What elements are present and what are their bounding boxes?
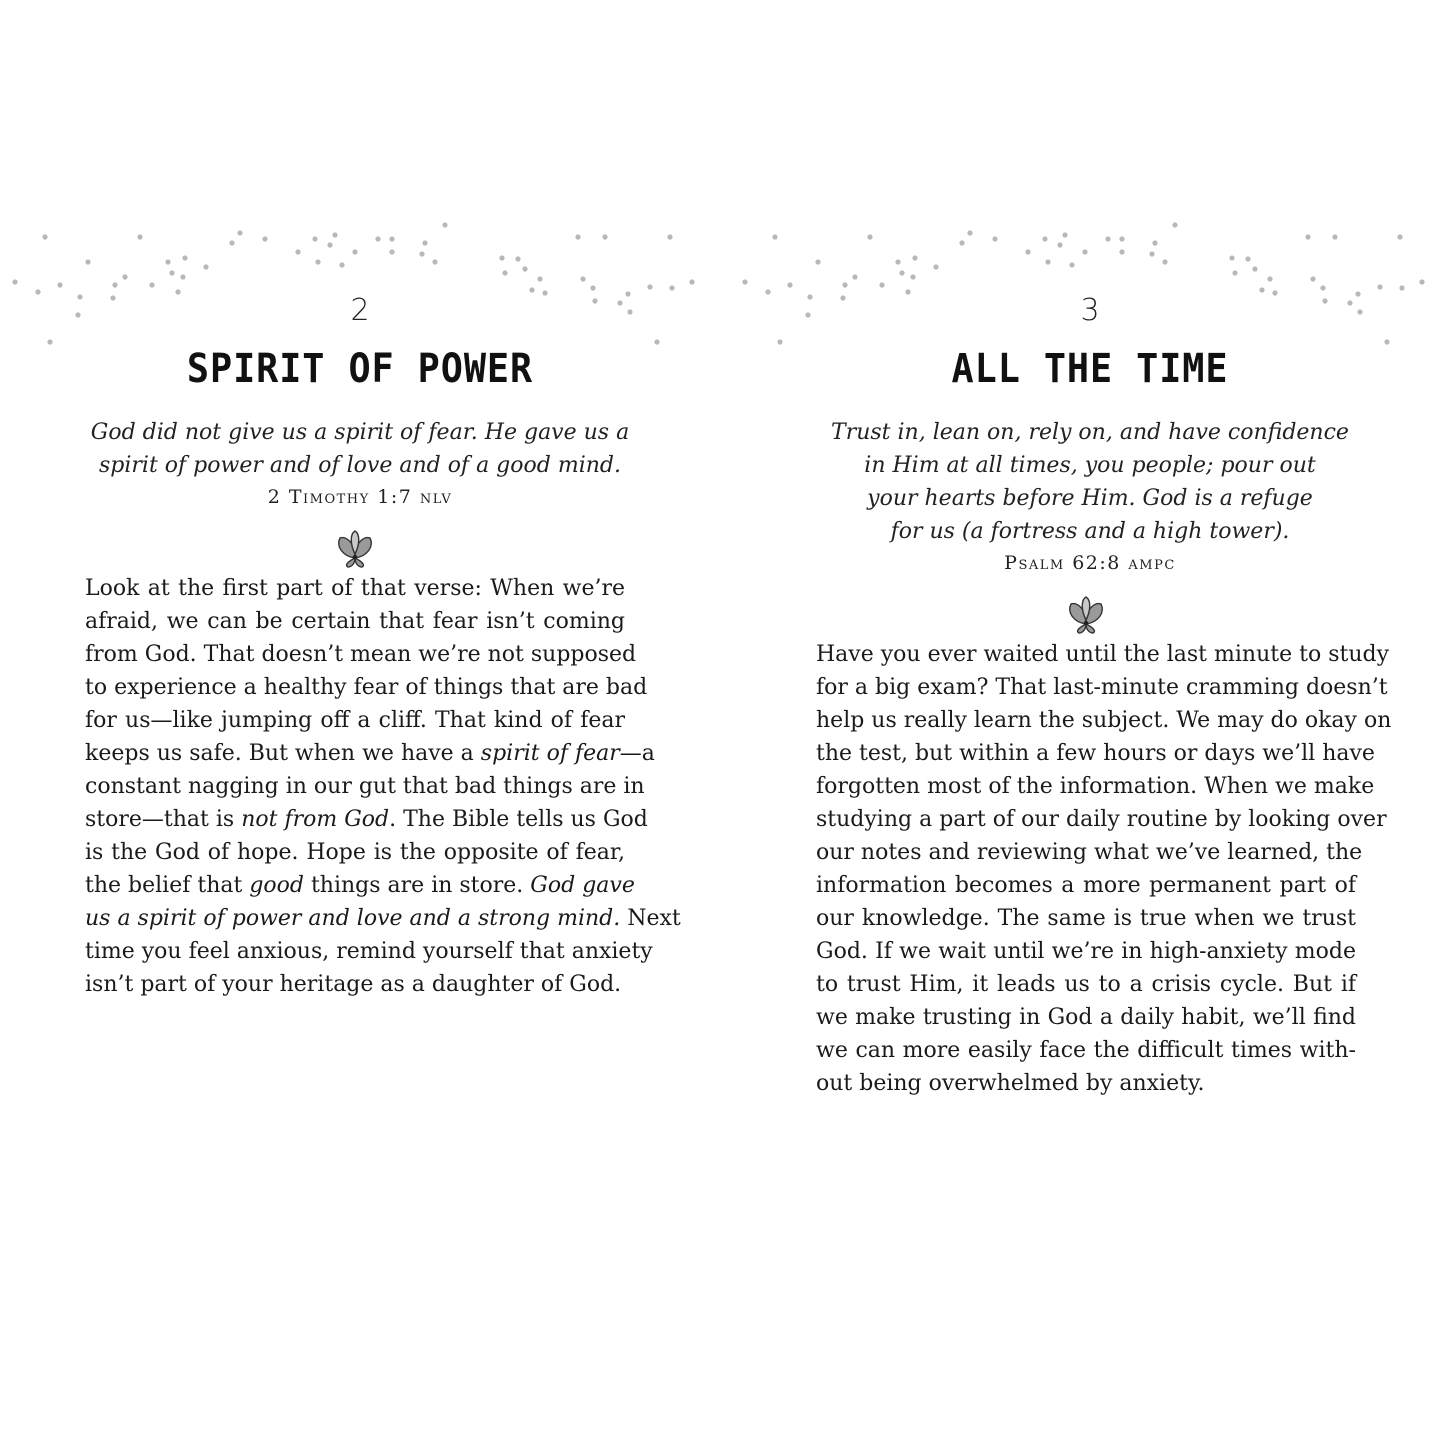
verse-line: God did not give us a spirit of fear. He gave us a xyxy=(90,420,630,445)
body-line: to trust Him, it leads us to a crisis cycle. But if xyxy=(816,972,1356,997)
body-line: isn’t part of your heritage as a daughter of God. xyxy=(85,972,622,997)
body-emphasis: us a spirit of power and love and a strong mind. xyxy=(85,906,621,931)
chapter-number: 3 xyxy=(1080,293,1100,328)
body-line: to experience a healthy fear of things that are bad xyxy=(85,675,648,700)
chapter-title: SPIRIT OF POWER xyxy=(186,346,534,392)
body-line xyxy=(85,803,648,836)
chapter-number: 2 xyxy=(350,293,370,328)
body-line: our notes and reviewing what we’ve learned, the xyxy=(816,840,1363,865)
body-text: things are in store. xyxy=(303,873,531,898)
scripture-reference: 2 Timothy 1:7 nlv xyxy=(267,486,453,508)
body-line: Look at the first part of that verse: When we’re xyxy=(85,576,625,601)
body-line: out being overwhelmed by anxiety. xyxy=(816,1071,1205,1096)
body-emphasis: God gave xyxy=(530,873,635,898)
body-line: we make trusting in God a daily habit, we’ll find xyxy=(816,1005,1356,1030)
flower-icon xyxy=(332,528,378,568)
body-text: store—that is xyxy=(85,807,242,832)
body-line: we can more easily face the difficult times with- xyxy=(816,1038,1356,1063)
dot-pattern-decoration xyxy=(730,215,1440,355)
body-text: —a xyxy=(619,741,655,766)
body-line: forgotten most of the information. When we make xyxy=(816,774,1375,799)
verse-line: your hearts before Him. God is a refuge xyxy=(867,486,1313,511)
flower-icon xyxy=(1063,594,1109,634)
body-line: afraid, we can be certain that fear isn’t coming xyxy=(85,609,625,634)
body-line xyxy=(85,902,681,935)
scripture-verse xyxy=(730,416,1440,548)
verse-line: for us (a fortress and a high tower). xyxy=(890,519,1290,544)
body-line: from God. That doesn’t mean we’re not supposed xyxy=(85,642,637,667)
body-line: our knowledge. The same is true when we trust xyxy=(816,906,1356,931)
body-line: information becomes a more permanent part of xyxy=(816,873,1356,898)
body-line: help us really learn the subject. We may do okay on xyxy=(816,708,1392,733)
body-emphasis: spirit of fear xyxy=(480,741,620,766)
body-line: studying a part of our daily routine by looking over xyxy=(816,807,1387,832)
body-emphasis: good xyxy=(249,873,304,898)
body-text: Next xyxy=(620,906,681,931)
body-line: time you feel anxious, remind yourself that anxiety xyxy=(85,939,653,964)
body-emphasis: not from God xyxy=(241,807,390,832)
body-line: Have you ever waited until the last minute to study xyxy=(816,642,1389,667)
body-line xyxy=(85,869,635,902)
body-line: for a big exam? That last-minute cramming doesn’t xyxy=(816,675,1388,700)
body-line: is the God of hope. Hope is the opposite of fear, xyxy=(85,840,625,865)
body-line: the test, but within a few hours or days we’ll have xyxy=(816,741,1375,766)
verse-line: Trust in, lean on, rely on, and have confidence xyxy=(831,420,1349,445)
body-line: for us—like jumping off a cliff. That kind of fear xyxy=(85,708,625,733)
body-line: constant nagging in our gut that bad things are in xyxy=(85,774,645,799)
scripture-verse xyxy=(0,416,720,482)
devotional-body xyxy=(85,572,681,1001)
verse-line: spirit of power and of love and of a good mind. xyxy=(99,453,621,478)
dot-pattern-decoration xyxy=(0,215,720,355)
page-right xyxy=(730,0,1440,1440)
chapter-title: ALL THE TIME xyxy=(951,346,1229,392)
body-text: keeps us safe. But when we have a xyxy=(85,741,481,766)
body-text: . The Bible tells us God xyxy=(389,807,648,832)
body-line: God. If we wait until we’re in high-anxiety mode xyxy=(816,939,1356,964)
scripture-reference: Psalm 62:8 ampc xyxy=(1004,552,1176,574)
body-text: the belief that xyxy=(85,873,250,898)
verse-line: in Him at all times, you people; pour out xyxy=(864,453,1316,478)
devotional-body xyxy=(816,638,1392,1100)
body-line xyxy=(85,737,655,770)
